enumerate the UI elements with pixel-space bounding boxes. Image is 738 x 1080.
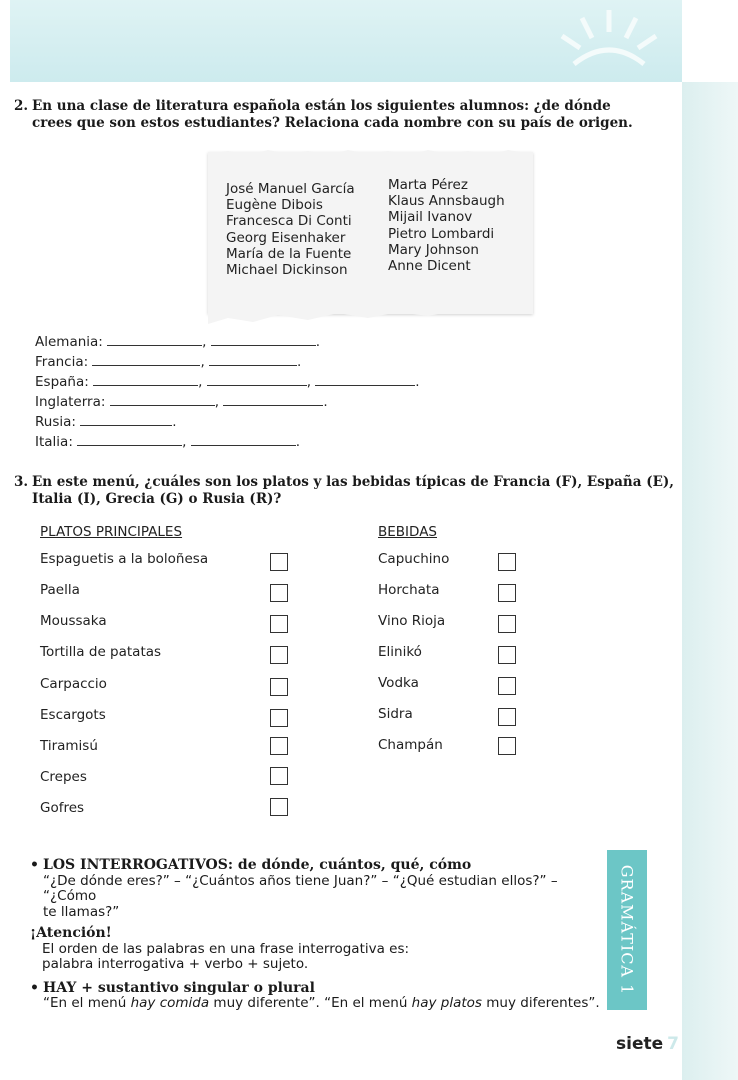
exercise-2-instruction bbox=[14, 98, 633, 132]
names-left-column bbox=[226, 181, 355, 278]
student-name: Georg Eisenhaker bbox=[226, 229, 346, 246]
names-right-column bbox=[388, 177, 505, 274]
bebida-answer-box[interactable] bbox=[498, 584, 516, 602]
answer-blank[interactable] bbox=[107, 333, 202, 346]
plato-item: Espaguetis a la boloñesa bbox=[40, 551, 209, 567]
answer-row-alemania: Alemania: , . bbox=[35, 334, 321, 350]
exercise-2-line-1: En una clase de literatura española están los siguientes alumnos: ¿de dónde bbox=[32, 98, 611, 114]
answer-blank[interactable] bbox=[110, 393, 215, 406]
answer-blank[interactable] bbox=[92, 353, 200, 366]
plato-answer-box[interactable] bbox=[270, 646, 288, 664]
bebida-item: Champán bbox=[378, 737, 443, 753]
plato-item: Moussaka bbox=[40, 613, 107, 629]
country-label: Italia: bbox=[35, 434, 73, 450]
atencion-title: ¡Atención! bbox=[30, 925, 112, 941]
exercise-2-number: 2. bbox=[14, 98, 29, 114]
plato-item: Tiramisú bbox=[40, 738, 98, 754]
hay-text: muy diferentes”. bbox=[481, 995, 600, 1011]
hay-text: muy diferente”. “En el menú bbox=[209, 995, 412, 1011]
plato-item: Tortilla de patatas bbox=[40, 644, 162, 660]
student-name: Pietro Lombardi bbox=[388, 225, 495, 242]
plato-answer-box[interactable] bbox=[270, 709, 288, 727]
plato-answer-box[interactable] bbox=[270, 553, 288, 571]
plato-answer-box[interactable] bbox=[270, 798, 288, 816]
answer-blank[interactable] bbox=[77, 433, 182, 446]
interrogativos-title: • LOS INTERROGATIVOS: de dónde, cuántos, qué, cómo bbox=[30, 858, 600, 874]
interrogativos-example-2: te llamas?” bbox=[43, 903, 120, 920]
page-word: siete bbox=[616, 1034, 664, 1054]
gramatica-tab-label: GRAMÁTICA 1 bbox=[617, 864, 637, 996]
answer-row-francia: Francia: , . bbox=[35, 354, 302, 370]
exercise-3-line-2: Italia (I), Grecia (G) o Rusia (R)? bbox=[32, 491, 282, 507]
exercise-3-number: 3. bbox=[14, 474, 29, 490]
platos-header: PLATOS PRINCIPALES bbox=[40, 524, 183, 540]
country-label: España: bbox=[35, 374, 89, 390]
student-name: Michael Dickinson bbox=[226, 262, 348, 279]
bebida-answer-box[interactable] bbox=[498, 708, 516, 726]
interrogativos-example-1: “¿De dónde eres?” – “¿Cuántos años tiene Juan?” – “¿Qué estudian ellos?” – “¿Cómo bbox=[43, 872, 558, 904]
hay-example bbox=[30, 996, 600, 1012]
exercise-2-line-2: crees que son estos estudiantes? Relaciona cada nombre con su país de origen. bbox=[32, 115, 633, 131]
answer-row-inglaterra: Inglaterra: , . bbox=[35, 394, 328, 410]
country-label: Inglaterra: bbox=[35, 394, 106, 410]
bebida-answer-box[interactable] bbox=[498, 553, 516, 571]
plato-item: Gofres bbox=[40, 800, 85, 816]
bebida-item: Elinikó bbox=[378, 644, 422, 660]
header-band bbox=[10, 0, 682, 82]
student-name: Mijail Ivanov bbox=[388, 209, 473, 226]
exercise-3-line-1: En este menú, ¿cuáles son los platos y las bebidas típicas de Francia (F), España (E), bbox=[32, 474, 674, 490]
plato-item: Escargots bbox=[40, 707, 106, 723]
atencion-line-1: El orden de las palabras en una frase interrogativa es: bbox=[42, 940, 410, 957]
student-name: Anne Dicent bbox=[388, 258, 471, 275]
country-label: Rusia: bbox=[35, 414, 76, 430]
bebida-item: Capuchino bbox=[378, 551, 450, 567]
student-name: Marta Pérez bbox=[388, 177, 468, 193]
bebida-item: Horchata bbox=[378, 582, 440, 598]
hay-italic: hay comida bbox=[130, 995, 210, 1011]
country-label: Francia: bbox=[35, 354, 89, 370]
plato-answer-box[interactable] bbox=[270, 767, 288, 785]
student-name: Francesca Di Conti bbox=[226, 213, 352, 230]
page-digit: 7 bbox=[667, 1034, 679, 1054]
answer-blank[interactable] bbox=[80, 413, 172, 426]
atencion-line-2: palabra interrogativa + verbo + sujeto. bbox=[42, 956, 309, 972]
bebida-answer-box[interactable] bbox=[498, 646, 516, 664]
country-label: Alemania: bbox=[35, 334, 103, 350]
plato-answer-box[interactable] bbox=[270, 615, 288, 633]
sun-icon bbox=[544, 6, 674, 76]
bebidas-header: BEBIDAS bbox=[378, 524, 437, 540]
page-number bbox=[616, 1034, 679, 1054]
gramatica-tab bbox=[607, 850, 647, 1010]
answer-blank[interactable] bbox=[93, 373, 198, 386]
plato-item: Paella bbox=[40, 582, 80, 598]
plato-item: Crepes bbox=[40, 769, 87, 785]
plato-answer-box[interactable] bbox=[270, 737, 288, 755]
bebida-item: Sidra bbox=[378, 706, 413, 722]
student-name: Eugène Dibois bbox=[226, 197, 323, 214]
plato-item: Carpaccio bbox=[40, 676, 107, 692]
hay-italic: hay platos bbox=[411, 995, 482, 1011]
torn-edge-bottom bbox=[208, 300, 533, 328]
answer-blank[interactable] bbox=[223, 393, 323, 406]
answer-row-italia: Italia: , . bbox=[35, 434, 301, 450]
side-margin-band bbox=[682, 82, 738, 1080]
answer-blank[interactable] bbox=[207, 373, 307, 386]
bebida-item: Vino Rioja bbox=[378, 613, 446, 629]
bebida-answer-box[interactable] bbox=[498, 737, 516, 755]
student-name: José Manuel García bbox=[226, 181, 355, 197]
answer-blank[interactable] bbox=[209, 353, 297, 366]
answer-blank[interactable] bbox=[211, 333, 316, 346]
bebida-answer-box[interactable] bbox=[498, 615, 516, 633]
answer-row-espana: España: , , . bbox=[35, 374, 420, 390]
student-name: María de la Fuente bbox=[226, 245, 352, 262]
answer-row-rusia: Rusia: . bbox=[35, 414, 177, 430]
answer-blank[interactable] bbox=[315, 373, 415, 386]
answer-blank[interactable] bbox=[191, 433, 296, 446]
hay-title: • HAY + sustantivo singular o plural bbox=[30, 981, 600, 997]
student-name: Klaus Annsbaugh bbox=[388, 193, 505, 210]
plato-answer-box[interactable] bbox=[270, 678, 288, 696]
student-name: Mary Johnson bbox=[388, 241, 479, 258]
grammar-notes bbox=[30, 858, 600, 1012]
bebida-item: Vodka bbox=[378, 675, 419, 691]
torn-edge-top bbox=[208, 146, 533, 162]
plato-answer-box[interactable] bbox=[270, 584, 288, 602]
hay-text: “En el menú bbox=[43, 995, 131, 1011]
bebida-answer-box[interactable] bbox=[498, 677, 516, 695]
exercise-3-instruction bbox=[14, 474, 674, 508]
